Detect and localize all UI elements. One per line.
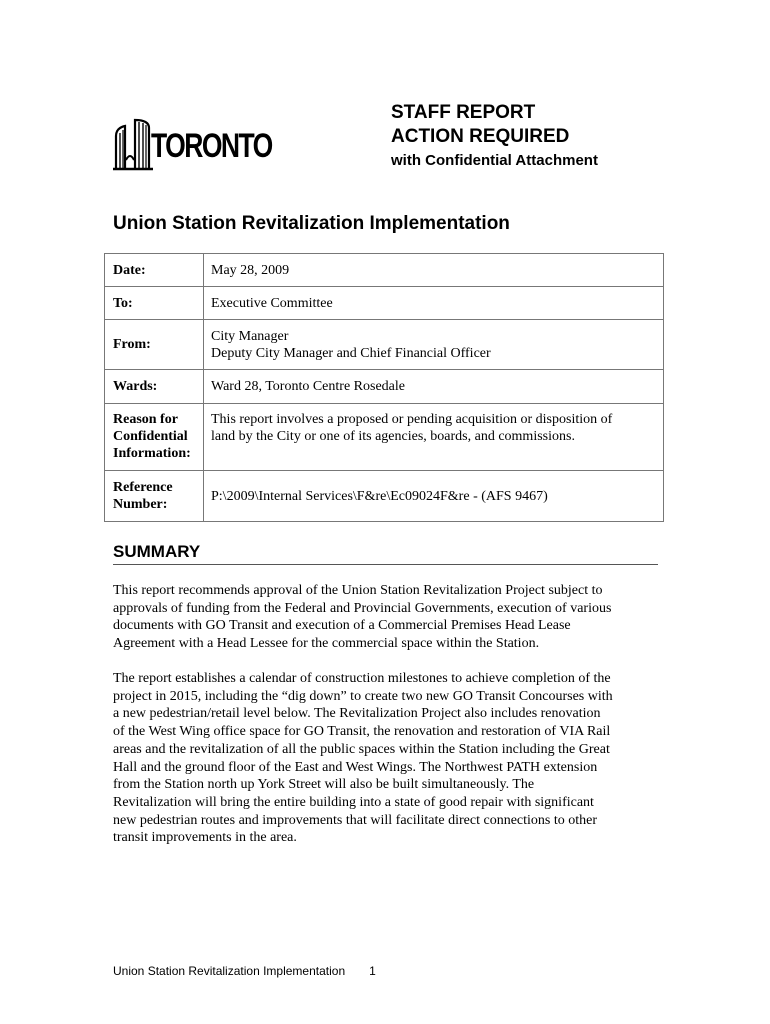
reference-label <box>105 471 204 522</box>
report-info-table <box>104 253 664 522</box>
paragraph-line: The report establishes a calendar of construction milestones to achieve completion of the <box>113 671 611 686</box>
page-footer <box>113 963 376 979</box>
toronto-logo <box>113 118 272 172</box>
header-line-confidential: with Confidential Attachment <box>391 152 598 169</box>
reason-value-line: land by the City or one of its agencies, boards, and commissions. <box>211 429 575 444</box>
footer-title: Union Station Revitalization Implementation <box>113 964 346 978</box>
paragraph-line: Hall and the ground floor of the East and West Wings. The Northwest PATH extension <box>113 759 598 775</box>
summary-paragraph-2 <box>113 670 661 847</box>
info-row-wards <box>105 370 664 404</box>
document-title: Union Station Revitalization Implementation <box>113 213 510 234</box>
wards-label: Wards: <box>105 370 204 404</box>
page-number: 1 <box>369 964 376 978</box>
paragraph-line: areas and the revitalization of all the public spaces within the Station including the Great <box>113 741 610 757</box>
paragraph-line: Revitalization will bring the entire building into a state of good repair with significant <box>113 794 594 810</box>
info-row-reference <box>105 471 664 522</box>
reference-label-line: Number: <box>113 497 168 512</box>
paragraph-line: approvals of funding from the Federal and Provincial Governments, execution of various <box>113 600 612 616</box>
city-hall-icon <box>113 118 153 172</box>
logo-wordmark: TORONTO <box>151 127 272 165</box>
paragraph-line: This report recommends approval of the Union Station Revitalization Project subject to <box>113 583 603 598</box>
reference-value: P:\2009\Internal Services\F&re\Ec09024F&re - (AFS 9467) <box>204 471 664 522</box>
date-label: Date: <box>105 254 204 287</box>
paragraph-line: project in 2015, including the “dig down” to create two new GO Transit Concourses with <box>113 688 613 704</box>
from-value-line: City Manager <box>211 328 289 344</box>
wards-value: Ward 28, Toronto Centre Rosedale <box>204 370 664 404</box>
reason-value-line: This report involves a proposed or pending acquisition or disposition of <box>211 412 613 427</box>
reference-label-line: Reference <box>113 480 173 495</box>
summary-heading: SUMMARY <box>113 541 658 565</box>
info-row-date <box>105 254 664 287</box>
paragraph-line: a new pedestrian/retail level below. The Revitalization Project also includes renovation <box>113 706 601 722</box>
to-value: Executive Committee <box>204 287 664 320</box>
paragraph-line: of the West Wing office space for GO Transit, the renovation and restoration of VIA Rail <box>113 724 611 740</box>
from-label: From: <box>105 320 204 370</box>
reason-label <box>105 404 204 471</box>
to-label: To: <box>105 287 204 320</box>
from-value-line: Deputy City Manager and Chief Financial Officer <box>211 345 491 361</box>
info-row-from <box>105 320 664 370</box>
paragraph-line: transit improvements in the area. <box>113 830 297 846</box>
paragraph-line: from the Station north up York Street will also be built simultaneously. The <box>113 777 535 793</box>
reason-label-line: Reason for <box>113 412 178 427</box>
reason-label-line: Information: <box>113 446 191 461</box>
date-value: May 28, 2009 <box>204 254 664 287</box>
report-type-header <box>391 101 598 172</box>
reason-label-line: Confidential <box>113 429 188 444</box>
from-value <box>204 320 664 370</box>
paragraph-line: Agreement with a Head Lessee for the commercial space within the Station. <box>113 636 540 652</box>
info-row-reason <box>105 404 664 471</box>
paragraph-line: new pedestrian routes and improvements that will facilitate direct connections to other <box>113 812 598 828</box>
reason-value <box>204 404 664 471</box>
summary-paragraph-1 <box>113 582 661 653</box>
paragraph-line: documents with GO Transit and execution of a Commercial Premises Head Lease <box>113 618 571 634</box>
header-line-action-required: ACTION REQUIRED <box>391 126 570 147</box>
header-line-staff-report: STAFF REPORT <box>391 102 536 123</box>
info-row-to <box>105 287 664 320</box>
